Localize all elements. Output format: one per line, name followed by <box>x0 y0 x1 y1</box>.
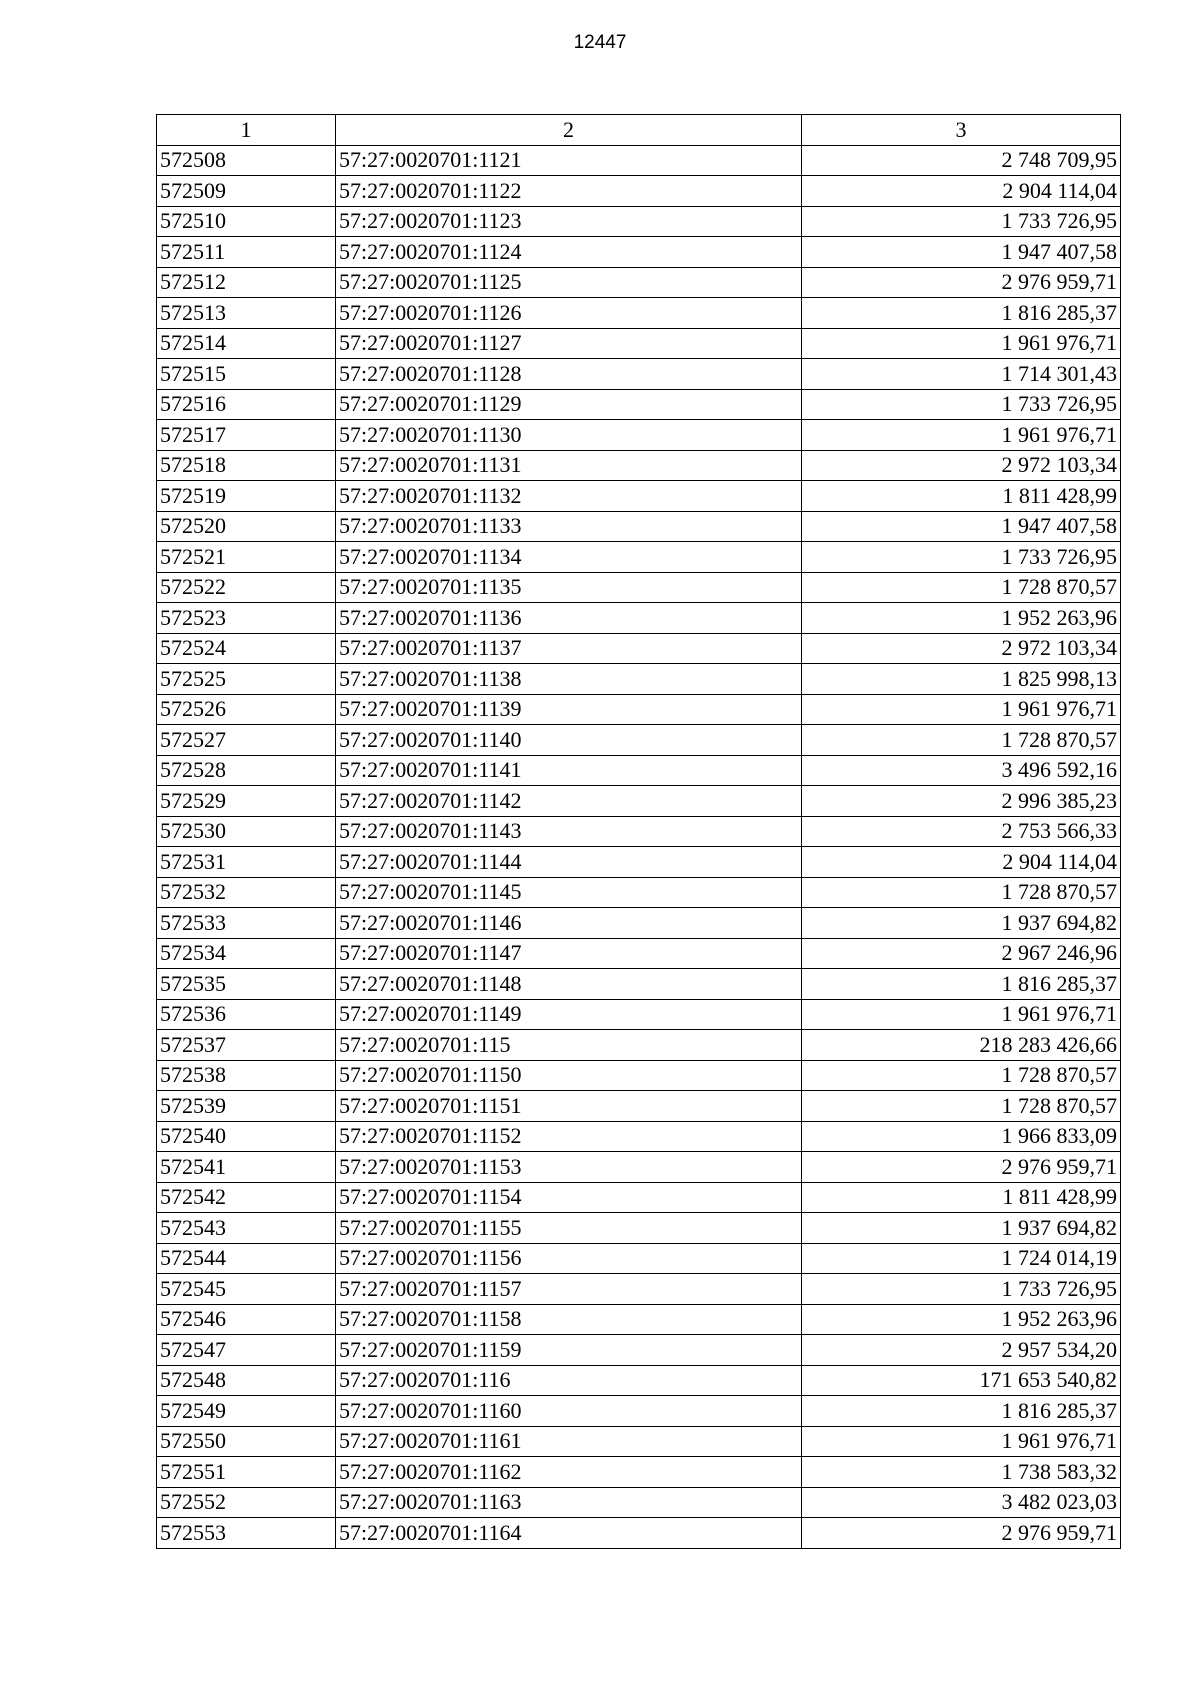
table-row <box>157 816 1121 847</box>
row-number-cell: 572508 <box>157 145 336 176</box>
table-row <box>157 511 1121 542</box>
row-number-cell: 572519 <box>157 481 336 512</box>
column-header-3: 3 <box>802 115 1121 146</box>
table-row <box>157 1365 1121 1396</box>
value-cell: 1 811 428,99 <box>802 1182 1121 1213</box>
value-cell: 2 957 534,20 <box>802 1335 1121 1366</box>
row-number-cell: 572514 <box>157 328 336 359</box>
cadastral-number-cell: 57:27:0020701:1145 <box>336 877 802 908</box>
table-row <box>157 1274 1121 1305</box>
cadastral-number-cell: 57:27:0020701:1143 <box>336 816 802 847</box>
row-number-cell: 572537 <box>157 1030 336 1061</box>
table-row <box>157 237 1121 268</box>
cadastral-number-cell: 57:27:0020701:1125 <box>336 267 802 298</box>
table-row <box>157 1030 1121 1061</box>
cadastral-number-cell: 57:27:0020701:116 <box>336 1365 802 1396</box>
cadastral-number-cell: 57:27:0020701:1130 <box>336 420 802 451</box>
value-cell: 2 996 385,23 <box>802 786 1121 817</box>
cadastral-number-cell: 57:27:0020701:1161 <box>336 1426 802 1457</box>
value-cell: 2 753 566,33 <box>802 816 1121 847</box>
cadastral-number-cell: 57:27:0020701:1146 <box>336 908 802 939</box>
cadastral-number-cell: 57:27:0020701:1128 <box>336 359 802 390</box>
table-row <box>157 1121 1121 1152</box>
table-row <box>157 1518 1121 1549</box>
value-cell: 1 961 976,71 <box>802 1426 1121 1457</box>
table-row <box>157 481 1121 512</box>
value-cell: 2 972 103,34 <box>802 450 1121 481</box>
row-number-cell: 572543 <box>157 1213 336 1244</box>
table-row <box>157 145 1121 176</box>
cadastral-number-cell: 57:27:0020701:1123 <box>336 206 802 237</box>
cadastral-number-cell: 57:27:0020701:1158 <box>336 1304 802 1335</box>
value-cell: 1 728 870,57 <box>802 572 1121 603</box>
table-row <box>157 633 1121 664</box>
row-number-cell: 572520 <box>157 511 336 542</box>
cadastral-number-cell: 57:27:0020701:1164 <box>336 1518 802 1549</box>
column-header-2: 2 <box>336 115 802 146</box>
row-number-cell: 572525 <box>157 664 336 695</box>
value-cell: 2 967 246,96 <box>802 938 1121 969</box>
value-cell: 2 976 959,71 <box>802 267 1121 298</box>
value-cell: 1 952 263,96 <box>802 1304 1121 1335</box>
cadastral-number-cell: 57:27:0020701:1140 <box>336 725 802 756</box>
table-row <box>157 938 1121 969</box>
table-header <box>157 115 1121 146</box>
row-number-cell: 572552 <box>157 1487 336 1518</box>
row-number-cell: 572538 <box>157 1060 336 1091</box>
value-cell: 1 961 976,71 <box>802 694 1121 725</box>
row-number-cell: 572509 <box>157 176 336 207</box>
row-number-cell: 572510 <box>157 206 336 237</box>
cadastral-number-cell: 57:27:0020701:1129 <box>336 389 802 420</box>
cadastral-number-cell: 57:27:0020701:1131 <box>336 450 802 481</box>
cadastral-number-cell: 57:27:0020701:1134 <box>336 542 802 573</box>
row-number-cell: 572535 <box>157 969 336 1000</box>
table-row <box>157 359 1121 390</box>
value-cell: 1 714 301,43 <box>802 359 1121 390</box>
table-row <box>157 1243 1121 1274</box>
value-cell: 1 947 407,58 <box>802 237 1121 268</box>
table-row <box>157 572 1121 603</box>
row-number-cell: 572551 <box>157 1457 336 1488</box>
value-cell: 1 733 726,95 <box>802 389 1121 420</box>
cadastral-number-cell: 57:27:0020701:115 <box>336 1030 802 1061</box>
cadastral-number-cell: 57:27:0020701:1147 <box>336 938 802 969</box>
table-row <box>157 786 1121 817</box>
value-cell: 2 748 709,95 <box>802 145 1121 176</box>
row-number-cell: 572532 <box>157 877 336 908</box>
cadastral-number-cell: 57:27:0020701:1162 <box>336 1457 802 1488</box>
cadastral-number-cell: 57:27:0020701:1132 <box>336 481 802 512</box>
row-number-cell: 572553 <box>157 1518 336 1549</box>
page-number: 12447 <box>573 32 627 53</box>
value-cell: 1 966 833,09 <box>802 1121 1121 1152</box>
cadastral-number-cell: 57:27:0020701:1148 <box>336 969 802 1000</box>
row-number-cell: 572542 <box>157 1182 336 1213</box>
value-cell: 1 816 285,37 <box>802 1396 1121 1427</box>
table-row <box>157 694 1121 725</box>
cadastral-number-cell: 57:27:0020701:1150 <box>336 1060 802 1091</box>
table-row <box>157 1091 1121 1122</box>
cadastral-number-cell: 57:27:0020701:1151 <box>336 1091 802 1122</box>
table-row <box>157 1487 1121 1518</box>
row-number-cell: 572526 <box>157 694 336 725</box>
row-number-cell: 572531 <box>157 847 336 878</box>
table-row <box>157 1182 1121 1213</box>
value-cell: 1 952 263,96 <box>802 603 1121 634</box>
table-row <box>157 542 1121 573</box>
row-number-cell: 572536 <box>157 999 336 1030</box>
cadastral-number-cell: 57:27:0020701:1121 <box>336 145 802 176</box>
table-row <box>157 450 1121 481</box>
row-number-cell: 572550 <box>157 1426 336 1457</box>
table-row <box>157 999 1121 1030</box>
value-cell: 3 482 023,03 <box>802 1487 1121 1518</box>
row-number-cell: 572517 <box>157 420 336 451</box>
row-number-cell: 572522 <box>157 572 336 603</box>
row-number-cell: 572540 <box>157 1121 336 1152</box>
table-row <box>157 420 1121 451</box>
row-number-cell: 572530 <box>157 816 336 847</box>
value-cell: 2 972 103,34 <box>802 633 1121 664</box>
table-row <box>157 755 1121 786</box>
registry-table <box>156 114 1121 1549</box>
value-cell: 1 825 998,13 <box>802 664 1121 695</box>
row-number-cell: 572541 <box>157 1152 336 1183</box>
header-row <box>157 115 1121 146</box>
value-cell: 2 904 114,04 <box>802 847 1121 878</box>
cadastral-number-cell: 57:27:0020701:1144 <box>336 847 802 878</box>
value-cell: 1 961 976,71 <box>802 328 1121 359</box>
row-number-cell: 572513 <box>157 298 336 329</box>
cadastral-number-cell: 57:27:0020701:1153 <box>336 1152 802 1183</box>
table-row <box>157 847 1121 878</box>
cadastral-number-cell: 57:27:0020701:1136 <box>336 603 802 634</box>
cadastral-number-cell: 57:27:0020701:1127 <box>336 328 802 359</box>
table-row <box>157 1396 1121 1427</box>
table-row <box>157 877 1121 908</box>
table-row <box>157 1426 1121 1457</box>
cadastral-number-cell: 57:27:0020701:1138 <box>336 664 802 695</box>
row-number-cell: 572549 <box>157 1396 336 1427</box>
value-cell: 1 728 870,57 <box>802 725 1121 756</box>
value-cell: 1 811 428,99 <box>802 481 1121 512</box>
row-number-cell: 572528 <box>157 755 336 786</box>
row-number-cell: 572544 <box>157 1243 336 1274</box>
value-cell: 1 728 870,57 <box>802 877 1121 908</box>
row-number-cell: 572518 <box>157 450 336 481</box>
row-number-cell: 572545 <box>157 1274 336 1305</box>
cadastral-number-cell: 57:27:0020701:1142 <box>336 786 802 817</box>
row-number-cell: 572516 <box>157 389 336 420</box>
cadastral-number-cell: 57:27:0020701:1141 <box>336 755 802 786</box>
row-number-cell: 572524 <box>157 633 336 664</box>
table-row <box>157 1060 1121 1091</box>
cadastral-number-cell: 57:27:0020701:1156 <box>336 1243 802 1274</box>
table-row <box>157 1213 1121 1244</box>
row-number-cell: 572527 <box>157 725 336 756</box>
table-row <box>157 1304 1121 1335</box>
cadastral-number-cell: 57:27:0020701:1155 <box>336 1213 802 1244</box>
cadastral-number-cell: 57:27:0020701:1163 <box>336 1487 802 1518</box>
value-cell: 171 653 540,82 <box>802 1365 1121 1396</box>
value-cell: 1 733 726,95 <box>802 1274 1121 1305</box>
cadastral-number-cell: 57:27:0020701:1126 <box>336 298 802 329</box>
table-row <box>157 664 1121 695</box>
cadastral-number-cell: 57:27:0020701:1122 <box>336 176 802 207</box>
value-cell: 1 738 583,32 <box>802 1457 1121 1488</box>
row-number-cell: 572529 <box>157 786 336 817</box>
table-row <box>157 298 1121 329</box>
table-row <box>157 969 1121 1000</box>
row-number-cell: 572515 <box>157 359 336 390</box>
row-number-cell: 572534 <box>157 938 336 969</box>
value-cell: 1 816 285,37 <box>802 969 1121 1000</box>
row-number-cell: 572533 <box>157 908 336 939</box>
table-row <box>157 206 1121 237</box>
table-row <box>157 603 1121 634</box>
value-cell: 1 733 726,95 <box>802 206 1121 237</box>
row-number-cell: 572511 <box>157 237 336 268</box>
cadastral-number-cell: 57:27:0020701:1149 <box>336 999 802 1030</box>
table-row <box>157 725 1121 756</box>
table-row <box>157 1152 1121 1183</box>
value-cell: 2 904 114,04 <box>802 176 1121 207</box>
row-number-cell: 572523 <box>157 603 336 634</box>
table-row <box>157 328 1121 359</box>
value-cell: 1 961 976,71 <box>802 999 1121 1030</box>
table-body <box>157 145 1121 1548</box>
value-cell: 1 937 694,82 <box>802 1213 1121 1244</box>
value-cell: 3 496 592,16 <box>802 755 1121 786</box>
cadastral-number-cell: 57:27:0020701:1154 <box>336 1182 802 1213</box>
cadastral-number-cell: 57:27:0020701:1160 <box>336 1396 802 1427</box>
cadastral-number-cell: 57:27:0020701:1159 <box>336 1335 802 1366</box>
row-number-cell: 572546 <box>157 1304 336 1335</box>
value-cell: 1 816 285,37 <box>802 298 1121 329</box>
table-row <box>157 908 1121 939</box>
table-row <box>157 1335 1121 1366</box>
row-number-cell: 572548 <box>157 1365 336 1396</box>
value-cell: 1 728 870,57 <box>802 1091 1121 1122</box>
value-cell: 1 937 694,82 <box>802 908 1121 939</box>
cadastral-number-cell: 57:27:0020701:1152 <box>336 1121 802 1152</box>
cadastral-number-cell: 57:27:0020701:1139 <box>336 694 802 725</box>
value-cell: 1 947 407,58 <box>802 511 1121 542</box>
cadastral-number-cell: 57:27:0020701:1133 <box>336 511 802 542</box>
table-row <box>157 176 1121 207</box>
column-header-1: 1 <box>157 115 336 146</box>
value-cell: 1 733 726,95 <box>802 542 1121 573</box>
row-number-cell: 572512 <box>157 267 336 298</box>
row-number-cell: 572547 <box>157 1335 336 1366</box>
cadastral-number-cell: 57:27:0020701:1137 <box>336 633 802 664</box>
table-row <box>157 1457 1121 1488</box>
table-row <box>157 267 1121 298</box>
table-row <box>157 389 1121 420</box>
value-cell: 1 724 014,19 <box>802 1243 1121 1274</box>
row-number-cell: 572521 <box>157 542 336 573</box>
value-cell: 218 283 426,66 <box>802 1030 1121 1061</box>
cadastral-number-cell: 57:27:0020701:1157 <box>336 1274 802 1305</box>
row-number-cell: 572539 <box>157 1091 336 1122</box>
value-cell: 2 976 959,71 <box>802 1152 1121 1183</box>
value-cell: 1 728 870,57 <box>802 1060 1121 1091</box>
cadastral-number-cell: 57:27:0020701:1135 <box>336 572 802 603</box>
cadastral-number-cell: 57:27:0020701:1124 <box>336 237 802 268</box>
value-cell: 2 976 959,71 <box>802 1518 1121 1549</box>
value-cell: 1 961 976,71 <box>802 420 1121 451</box>
